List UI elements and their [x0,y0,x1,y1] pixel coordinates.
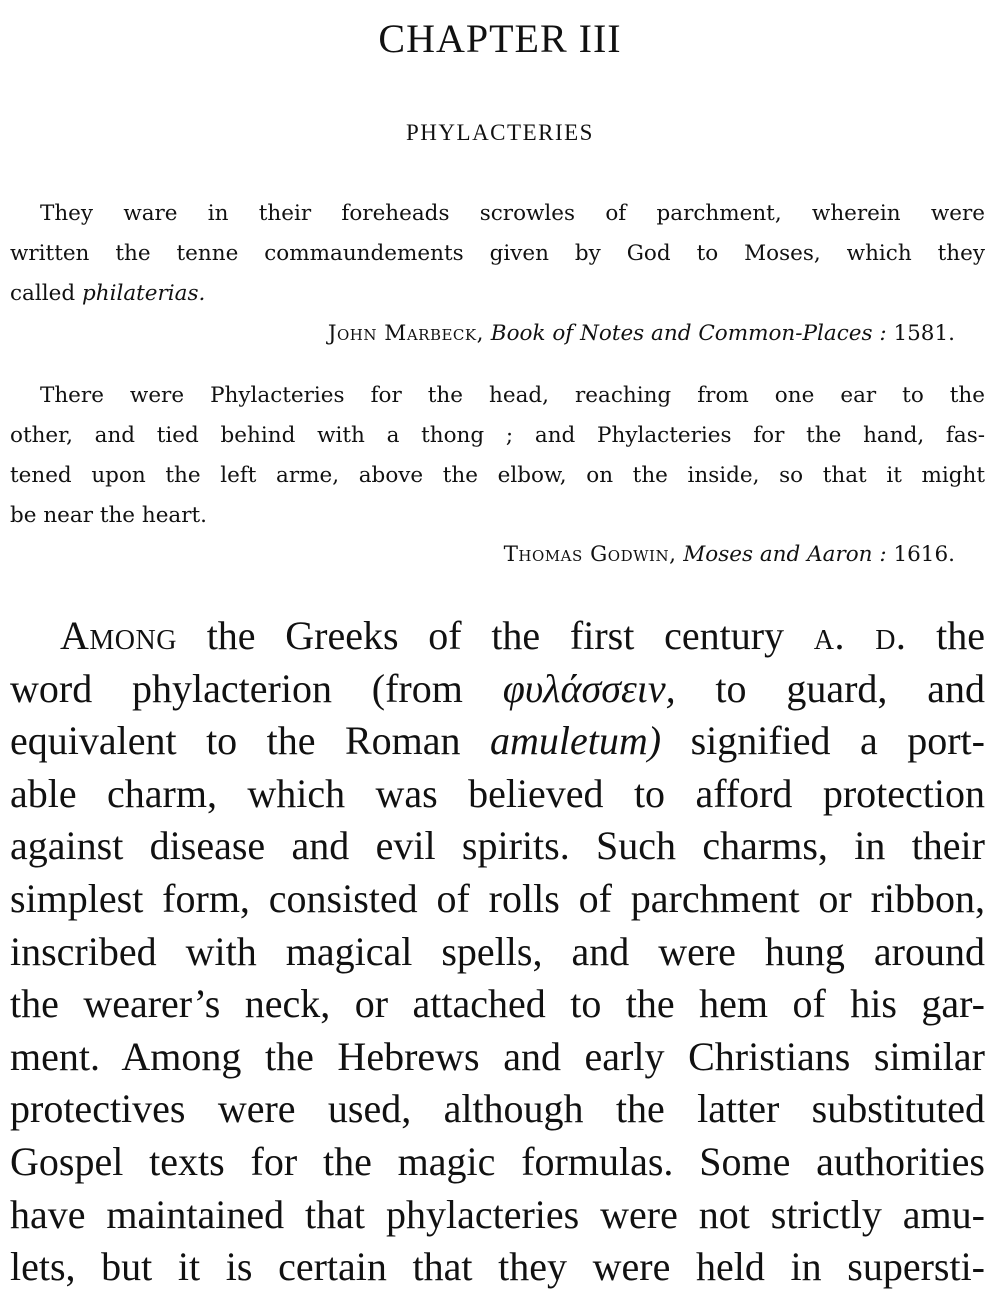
body-line: ment. Among the Hebrews and early Christians similar [10,1033,985,1079]
body-line: able charm, which was believed to afford protection [10,770,985,816]
epigraph-line: be near the heart. [10,503,208,528]
attribution-work: Moses and Aaron : [683,542,887,567]
body-line: inscribed with magical spells, and were hung around [10,928,985,974]
epigraph-godwin [10,376,985,536]
epigraph-line-text: called [10,281,76,306]
era-abbreviation: a. d. [813,613,907,658]
chapter-heading: CHAPTER III [378,16,622,61]
body-line-text: equivalent to the Roman [10,718,461,764]
body-line [10,715,985,768]
epigraph-attribution-godwin [504,535,955,575]
epigraph-attribution-marbeck [328,314,955,354]
chapter-title: PHYLACTERIES [406,120,594,145]
epigraph-line: tened upon the left arme, above the elbow, on the inside, so that it might [10,463,985,488]
epigraph-line-last [10,274,985,314]
body-line: lets, but it is certain that they were held in supersti- [10,1244,985,1290]
body-line-text: to guard, and [715,665,985,711]
attribution-author: John Marbeck, [327,321,484,346]
body-line-text: the [936,613,986,658]
attribution-year: 1581. [893,321,955,346]
lead-word: Among [60,613,177,658]
body-line: Gospel texts for the magic formulas. Some authorities [10,1138,985,1184]
body-paragraph [10,610,985,1294]
body-line [10,610,985,663]
epigraph-marbeck [10,194,985,314]
body-line: protectives were used, although the latter substituted [10,1086,985,1132]
body-line: have maintained that phylacteries were not strictly amu- [10,1191,985,1237]
epigraph-line: written the tenne commaundements given by God to Moses, which they [10,241,985,266]
attribution-year: 1616. [893,542,955,567]
body-line-text: signified a port- [690,718,985,764]
epigraph-italic-word: philaterias. [81,281,206,306]
epigraph-line: They ware in their foreheads scrowles of parchment, wherein were [40,201,985,226]
latin-word: amuletum) [490,718,662,764]
body-line: simplest form, consisted of rolls of parchment or ribbon, [10,875,985,921]
body-line-text: the Greeks of the first century [206,613,785,658]
epigraph-line: other, and tied behind with a thong ; and Phylacteries for the hand, fas- [10,423,985,448]
greek-word: φυλάσσειν, [502,665,676,711]
body-line [10,663,985,716]
attribution-author: Thomas Godwin, [503,542,677,567]
epigraph-line: There were Phylacteries for the head, reaching from one ear to the [40,383,985,408]
body-line-text: word phylacterion (from [10,665,463,711]
body-line: the wearer’s neck, or attached to the hem of his gar- [10,981,985,1027]
attribution-work: Book of Notes and Common-Places : [490,321,887,346]
body-line: against disease and evil spirits. Such charms, in their [10,823,985,869]
